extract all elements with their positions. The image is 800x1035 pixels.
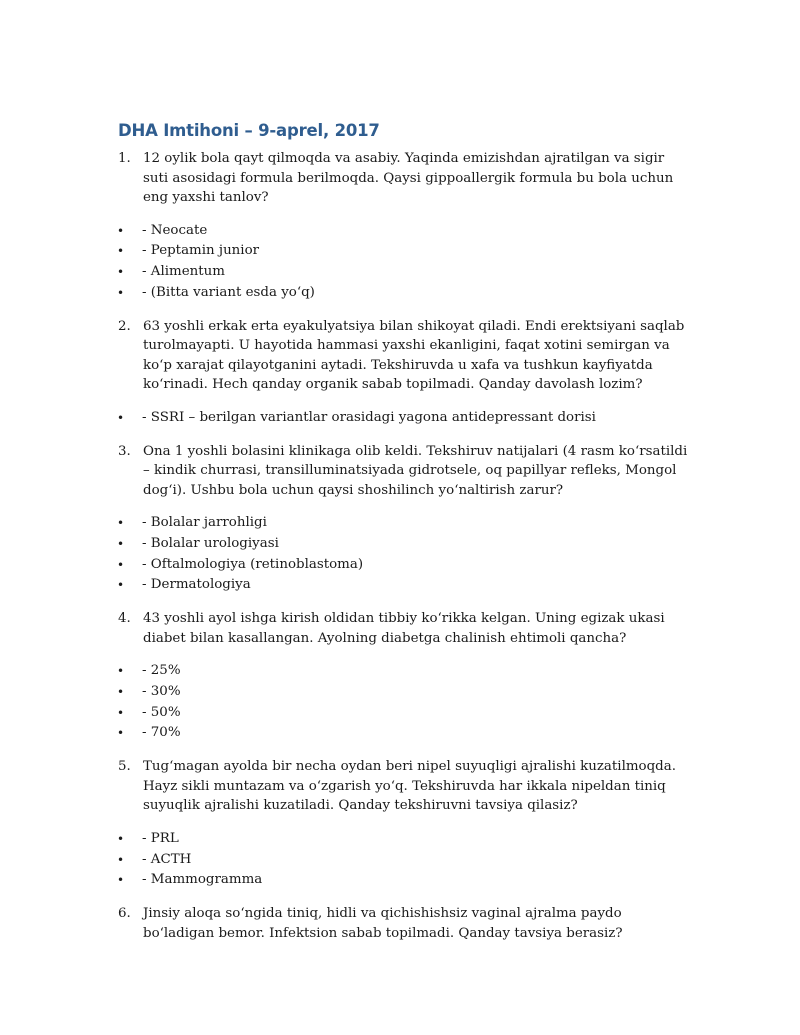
answer-option: • - Mammogramma	[0, 870, 800, 891]
answer-option: • - SSRI – berilgan variantlar orasidagi yagona antidepressant dorisi	[0, 408, 800, 429]
question-4	[0, 609, 800, 648]
question-number: 6.	[118, 905, 131, 921]
question-1	[0, 149, 800, 208]
bullet-icon: •	[117, 726, 125, 741]
bullet-icon: •	[117, 873, 125, 888]
question-3	[0, 442, 800, 501]
answer-option: • - PRL	[0, 829, 800, 850]
answer-list-1	[0, 221, 800, 304]
answer-option: • - (Bitta variant esda yoʻq)	[0, 283, 800, 304]
answer-option: • - Bolalar jarrohligi	[0, 513, 800, 534]
bullet-icon: •	[117, 852, 125, 867]
answer-option: • - 30%	[0, 682, 800, 703]
question-5	[0, 757, 800, 816]
question-number: 5.	[118, 759, 131, 775]
answer-option: • - Dermatologiya	[0, 575, 800, 596]
bullet-icon: •	[117, 831, 125, 846]
question-text: Tugʻmagan ayolda bir necha oydan beri nipel suyuqligi ajralishi kuzatilmoqda. Hayz sikli muntazam va oʻzgarish yoʻq. Tekshiruvda har ikkala nipeldan tiniq suyuqlik ajralishi kuzatiladi. Qanday tekshiruvni tavsiya qilasiz?	[143, 759, 676, 814]
answer-option: • - Neocate	[0, 221, 800, 242]
bullet-icon: •	[117, 410, 125, 425]
bullet-icon: •	[117, 265, 125, 280]
question-6	[0, 904, 800, 943]
question-number: 4.	[118, 611, 131, 627]
answer-option: • - 25%	[0, 661, 800, 682]
bullet-icon: •	[117, 516, 125, 531]
bullet-icon: •	[117, 664, 125, 679]
bullet-icon: •	[117, 578, 125, 593]
answer-option: • - Alimentum	[0, 262, 800, 283]
answer-option: • - Oftalmologiya (retinoblastoma)	[0, 555, 800, 576]
answer-option: • - Peptamin junior	[0, 241, 800, 262]
question-text: Jinsiy aloqa soʻngida tiniq, hidli va qichishishsiz vaginal ajralma paydo boʻladigan bemor. Infektsion sabab topilmadi. Qanday tavsiya berasiz?	[143, 905, 623, 941]
answer-list-2	[0, 408, 800, 429]
question-text: Ona 1 yoshli bolasini klinikaga olib keldi. Tekshiruv natijalari (4 rasm koʻrsatildi – kindik churrasi, transilluminatsiyada gidrotsele, oq papillyar refleks, Mongol dogʻi). Ushbu bola uchun qaysi shoshilinch yoʻnaltirish zarur?	[143, 443, 688, 498]
question-text: 12 oylik bola qayt qilmoqda va asabiy. Yaqinda emizishdan ajratilgan va sigir suti asosidagi formula berilmoqda. Qaysi gippoallergik formula bu bola uchun eng yaxshi tanlov?	[143, 151, 674, 206]
question-2	[0, 317, 800, 395]
question-number: 3.	[118, 443, 131, 459]
answer-option: • - Bolalar urologiyasi	[0, 534, 800, 555]
answer-list-3	[0, 513, 800, 596]
answer-option: • - ACTH	[0, 850, 800, 871]
bullet-icon: •	[117, 285, 125, 300]
bullet-icon: •	[117, 244, 125, 259]
document-title: DHA Imtihoni – 9-aprel, 2017	[118, 121, 380, 140]
question-number: 2.	[118, 318, 131, 334]
answer-list-5	[0, 829, 800, 891]
bullet-icon: •	[117, 223, 125, 238]
answer-option: • - 50%	[0, 703, 800, 724]
bullet-icon: •	[117, 705, 125, 720]
question-text: 43 yoshli ayol ishga kirish oldidan tibbiy koʻrikka kelgan. Uning egizak ukasi diabet bilan kasallangan. Ayolning diabetga chalinish ehtimoli qancha?	[143, 611, 665, 646]
answer-option: • - 70%	[0, 723, 800, 744]
bullet-icon: •	[117, 557, 125, 572]
bullet-icon: •	[117, 537, 125, 552]
question-number: 1.	[118, 151, 131, 166]
bullet-icon: •	[117, 685, 125, 699]
question-list	[0, 149, 800, 956]
question-text: 63 yoshli erkak erta eyakulyatsiya bilan shikoyat qiladi. Endi erektsiyani saqlab turolmayapti. U hayotida hammasi yaxshi ekanligini, faqat xotini semirgan va koʻp xarajat qilayotganini aytadi. Tekshiruvda u xafa va tushkun kayfiyatda koʻrinadi. Hech qanday organik sabab topilmadi. Qanday davolash lozim?	[143, 318, 685, 393]
answer-list-4	[0, 661, 800, 744]
